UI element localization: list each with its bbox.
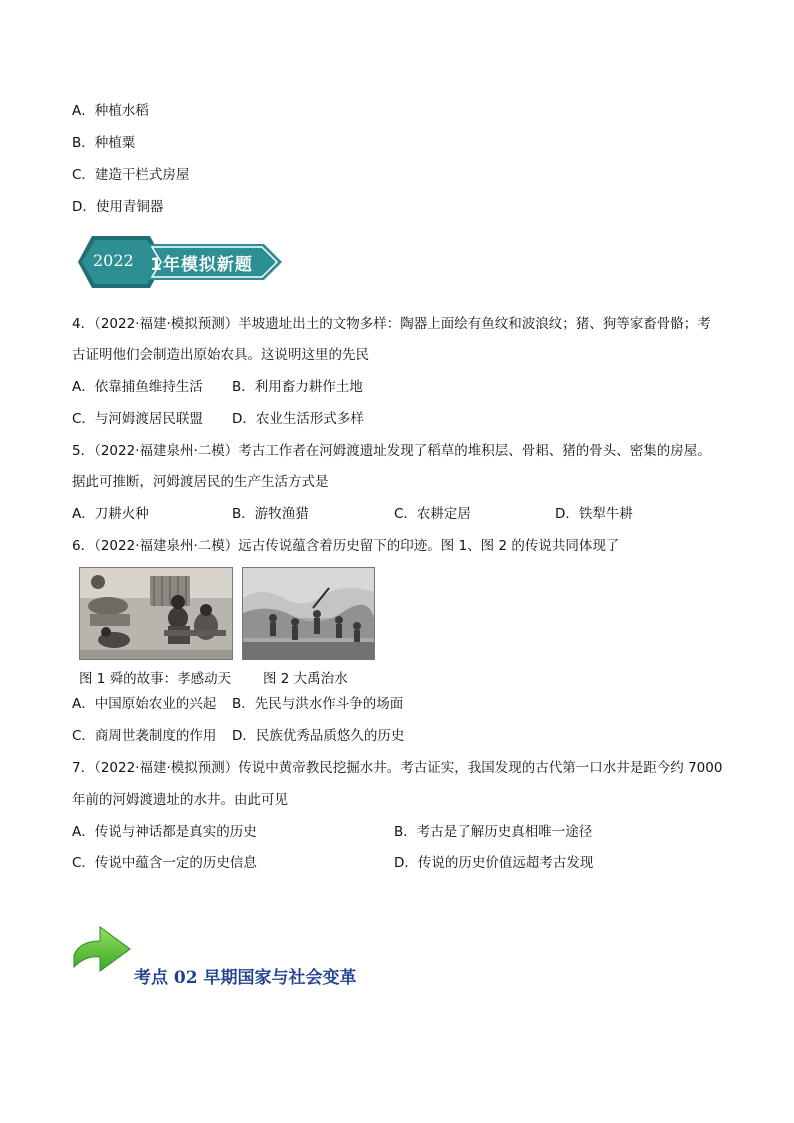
banner-year: 2022 [93, 251, 134, 270]
q7-option-d: D．传说的历史价值远超考古发现 [394, 855, 594, 871]
q6-option-a: A．中国原始农业的兴起 [72, 696, 217, 712]
q5-option-b: B．游牧渔猎 [232, 506, 309, 522]
q7-option-b: B．考古是了解历史真相唯一途径 [394, 824, 593, 840]
banner-title: 1年模拟新题 [150, 255, 253, 275]
q5-stem-line2: 据此可推断，河姆渡居民的生产生活方式是 [72, 474, 329, 490]
q4-option-c: C．与河姆渡居民联盟 [72, 411, 203, 427]
green-arrow-icon [70, 921, 134, 979]
prev-option-a: A．种植水稻 [72, 103, 149, 119]
q5-option-d: D．铁犁牛耕 [555, 506, 633, 522]
q4-option-a: A．依靠捕鱼维持生活 [72, 379, 203, 395]
q6-stem-line1: 6．（2022·福建泉州·二模）远古传说蕴含着历史留下的印迹。图 1、图 2 的传说共同体现了 [72, 538, 620, 554]
prev-option-d: D．使用青铜器 [72, 199, 164, 215]
q5-option-a: A．刀耕火种 [72, 506, 149, 522]
q6-option-b: B．先民与洪水作斗争的场面 [232, 696, 404, 712]
q4-stem-line1: 4．（2022·福建·模拟预测）半坡遗址出土的文物多样：陶器上面绘有鱼纹和波浪纹；猪、狗等家畜骨骼；考 [72, 316, 711, 332]
figure-1-image [79, 567, 233, 660]
figure-1-caption: 图 1 舜的故事：孝感动天 [79, 671, 232, 687]
q5-stem-line1: 5．（2022·福建泉州·二模）考古工作者在河姆渡遗址发现了稻草的堆积层、骨耜、猪的骨头、密集的房屋。 [72, 443, 711, 459]
figure-2-caption: 图 2 大禹治水 [263, 671, 348, 687]
q5-option-c: C．农耕定居 [394, 506, 471, 522]
q4-stem-line2: 古证明他们会制造出原始农具。这说明这里的先民 [72, 347, 369, 363]
q4-option-d: D．农业生活形式多样 [232, 411, 364, 427]
figure-2-image [242, 567, 375, 660]
q7-option-a: A．传说与神话都是真实的历史 [72, 824, 257, 840]
q7-stem-line1: 7．（2022·福建·模拟预测）传说中黄帝教民挖掘水井。考古证实，我国发现的古代第一口水井是距今约 7000 [72, 760, 723, 776]
q6-option-d: D．民族优秀品质悠久的历史 [232, 728, 405, 744]
q6-option-c: C．商周世袭制度的作用 [72, 728, 217, 744]
prev-option-b: B．种植粟 [72, 135, 136, 151]
prev-option-c: C．建造干栏式房屋 [72, 167, 190, 183]
q7-option-c: C．传说中蕴含一定的历史信息 [72, 855, 257, 871]
section-title: 考点 02 早期国家与社会变革 [134, 968, 357, 988]
q7-stem-line2: 年前的河姆渡遗址的水井。由此可见 [72, 792, 288, 808]
q4-option-b: B．利用畜力耕作土地 [232, 379, 363, 395]
